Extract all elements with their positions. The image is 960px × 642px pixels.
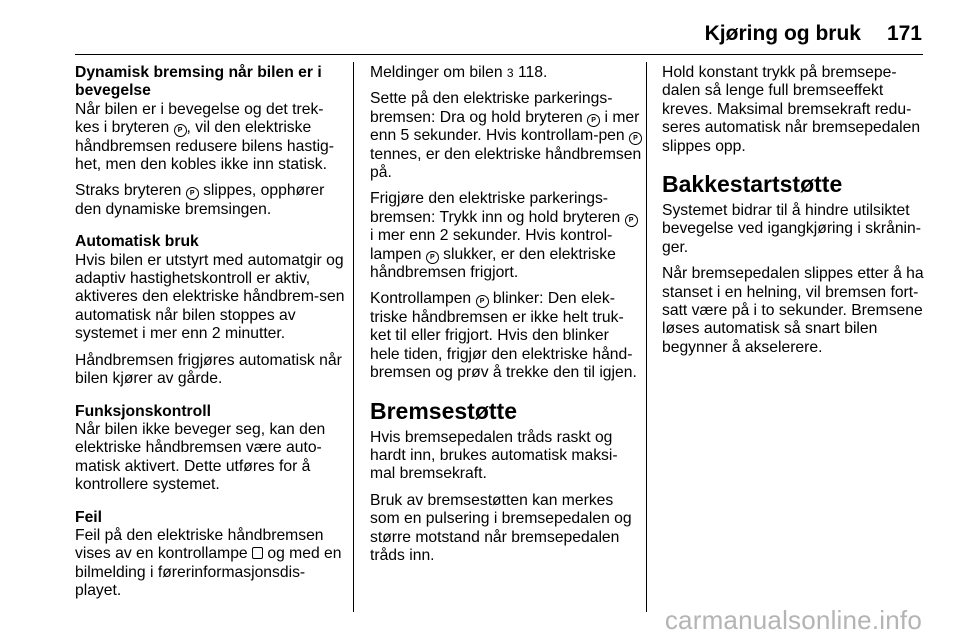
header-rule (75, 54, 923, 55)
paragraph: Hvis bilen er utstyrt med automatgir og adaptiv hastighetskontroll er aktiv, aktiveres den elektriske håndbrem-sen automatisk når bilen stoppes av systemet i mer enn 2 minutter. (75, 251, 345, 343)
column-1 (75, 64, 345, 609)
heading-hill-start-assist: Bakkestartstøtte (662, 171, 843, 198)
heading-function-check: Funksjonskontroll (75, 402, 211, 420)
paragraph: Kontrollampen P blinker: Den elek-triske håndbremsen er ikke helt truk-ket til eller frigjort. Hvis den blinker hele tiden, frigjør den elektriske hånd-bremsen og prøv å trekke den til igjen. (370, 290, 637, 382)
paragraph: Systemet bidrar til å hindre utilsiktet bevegelse ved igangkjøring i skrånin-ger. (662, 202, 921, 256)
paragraph: Hvis bremsepedalen tråds raskt og hardt inn, brukes automatisk maksi-mal bremsekraft. (370, 428, 618, 483)
column-divider-1 (353, 62, 354, 612)
paragraph: Frigjøre den elektriske parkerings-bremsen: Trykk inn og hold bryteren P i mer enn 2 sekunder. Hvis kontrol-lampen P slukker, er den elektriske håndbremsen frigjort. (370, 190, 642, 282)
heading-automatic-use: Automatisk bruk (75, 233, 199, 251)
column-divider-2 (646, 62, 647, 612)
parking-brake-icon: P (426, 251, 439, 264)
parking-brake-icon: P (625, 214, 638, 227)
paragraph: Når bilen er i bevegelse og det trek-kes i bryteren P , vil den elektriske håndbremsen redusere bilens hastig-het, men den kobles ikke inn statisk. (75, 100, 334, 174)
paragraph: Meldinger om bilen 3 118. (370, 64, 548, 81)
page-number: 171 (886, 22, 922, 45)
heading-brake-assist: Bremsestøtte (370, 397, 517, 424)
paragraph: Hold konstant trykk på bremsepe-dalen så lenge full bremseeffekt kreves. Maksimal bremsekraft redu-seres automatisk når bremsepedalen slippes opp. (662, 64, 921, 155)
column-2 (370, 64, 642, 573)
paragraph: Straks bryteren P slippes, opphører den dynamiske bremsingen. (75, 182, 325, 218)
parking-brake-icon: P (587, 114, 600, 127)
heading-dynamic-braking: Dynamisk bremsing når bilen er i bevegelse (75, 64, 322, 100)
parking-brake-icon: P (174, 124, 187, 137)
heading-fault: Feil (75, 508, 103, 526)
watermark: carmanualsonline.info (664, 605, 922, 635)
paragraph: Bruk av bremsestøtten kan merkes som en pulsering i bremsepedalen og større motstand når bremsepedalen tråds inn. (370, 491, 632, 564)
reference-arrow-icon: 3 (506, 66, 514, 80)
paragraph: Sette på den elektriske parkerings-bremsen: Dra og hold bryteren P i mer enn 5 sekunder. Hvis kontrollam-pen P tennes, er den elektriske håndbremsen på. (370, 90, 642, 182)
page-header (705, 22, 922, 46)
parking-brake-icon: P (186, 187, 199, 200)
paragraph: Når bilen ikke beveger seg, kan den elektriske håndbremsen være auto-matisk aktivert. Dette utføres for å kontrollere systemet. (75, 420, 326, 494)
page-reference-link[interactable]: 118. (517, 64, 548, 81)
column-3 (662, 64, 932, 365)
parking-brake-icon: P (476, 295, 489, 308)
warning-lamp-icon (252, 547, 263, 559)
paragraph: Når bremsepedalen slippes etter å ha stanset i en helning, vil bremsen fort-satt være på i to sekunder. Bremsene løses automatisk så snart bilen begynner å akselerere. (662, 265, 924, 356)
parking-brake-icon: P (629, 132, 642, 145)
paragraph: Feil på den elektriske håndbremsen vises av en kontrollampe og med en bilmelding i førerinformasjonsdis-playet. (75, 526, 342, 600)
paragraph: Håndbremsen frigjøres automatisk når bilen kjører av gårde. (75, 351, 342, 388)
page-title: Kjøring og bruk (704, 22, 861, 45)
